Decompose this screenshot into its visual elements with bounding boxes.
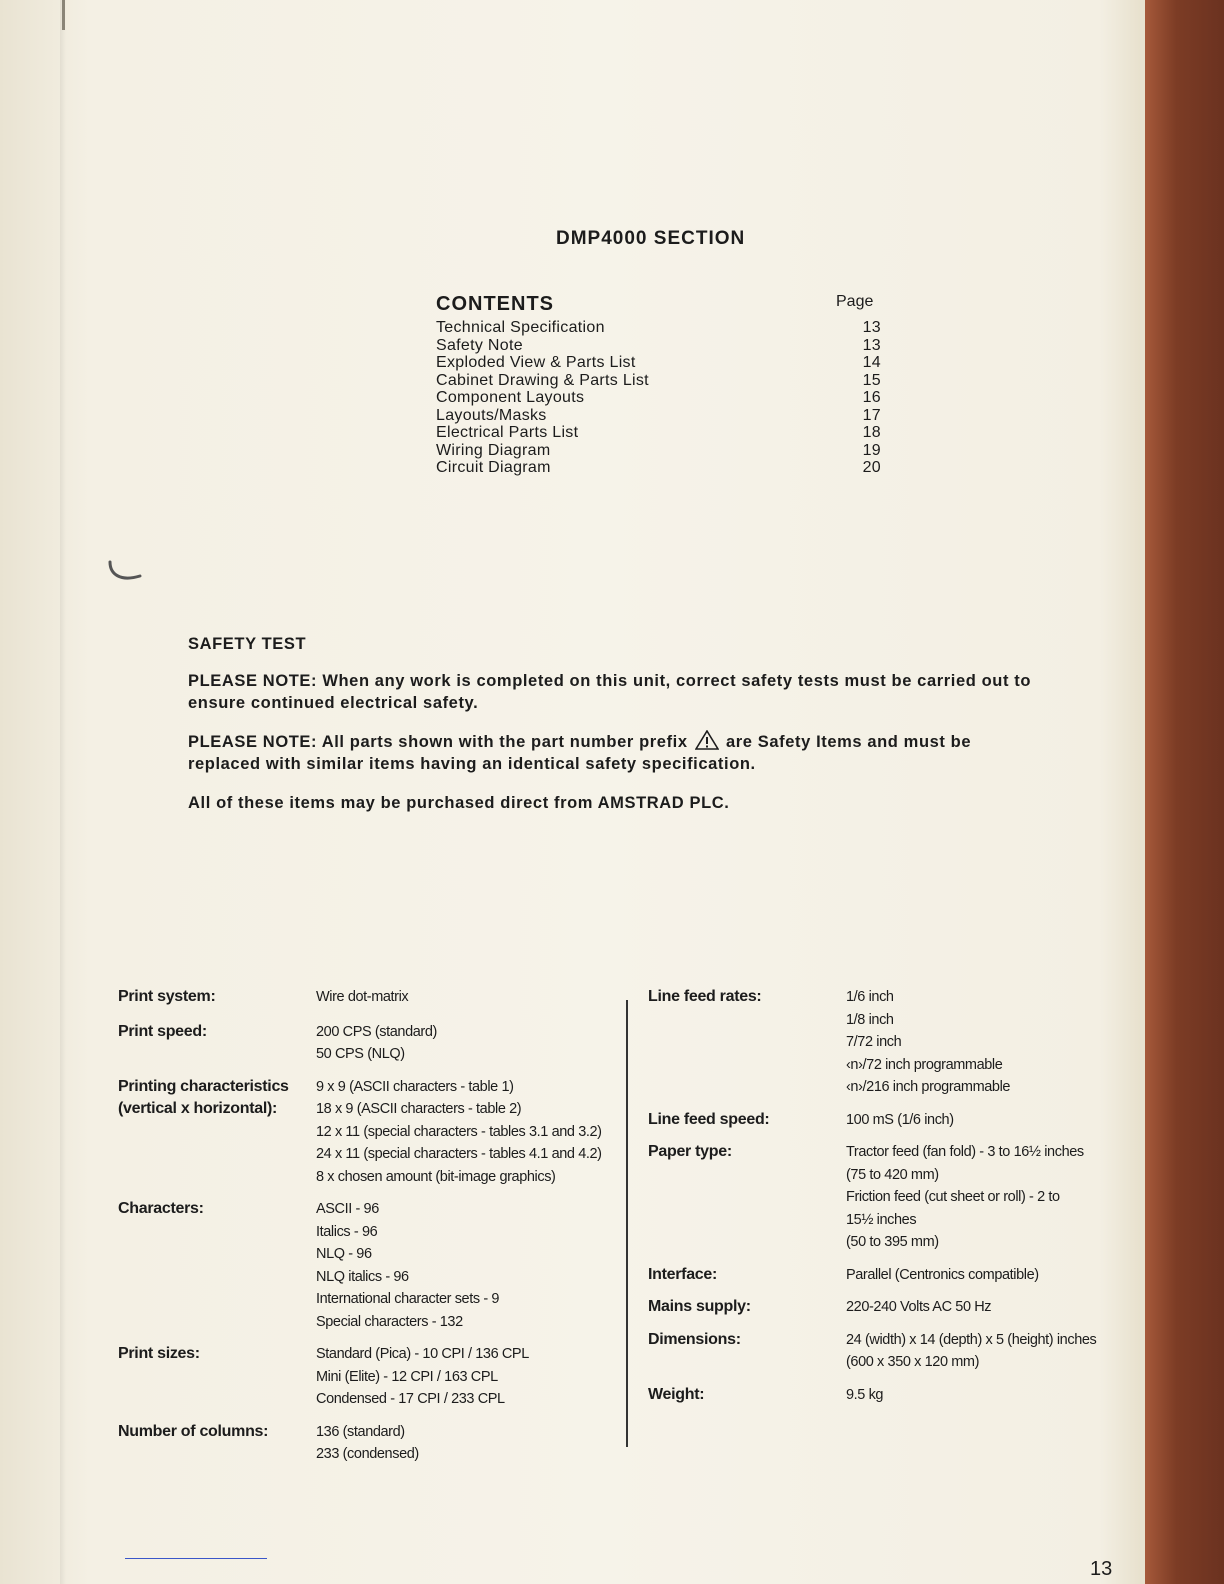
contents-item-title: Circuit Diagram: [436, 459, 551, 476]
spec-value: Special characters - 132: [316, 1313, 463, 1330]
spec-label: Interface:: [648, 1265, 718, 1283]
spec-label: Number of columns:: [118, 1422, 269, 1440]
spec-value: Tractor feed (fan fold) - 3 to 16½ inches: [846, 1144, 1084, 1160]
spec-value: 9 x 9 (ASCII characters - table 1): [316, 1078, 514, 1095]
safety-note-electrical: PLEASE NOTE: When any work is completed on this unit, correct safety tests must be carried out to ensure continued electrical safety.: [188, 672, 1032, 712]
spec-value: 50 CPS (NLQ): [316, 1046, 405, 1062]
spec-row: [118, 1076, 618, 1189]
safety-note-purchase: All of these items may be purchased direct from AMSTRAD PLC.: [188, 794, 730, 812]
spec-value: (75 to 420 mm): [846, 1166, 939, 1183]
spec-values: [846, 1296, 991, 1319]
spec-row: [648, 1384, 1118, 1407]
spec-value: Mini (Elite) - 12 CPI / 163 CPL: [316, 1368, 498, 1385]
spec-value: 233 (condensed): [316, 1446, 419, 1462]
contents-item: [436, 407, 881, 425]
spec-value: 8 x chosen amount (bit-image graphics): [316, 1168, 556, 1185]
book-binding-edge: [1145, 0, 1224, 1584]
spec-label: Dimensions:: [648, 1330, 741, 1348]
spec-values: [316, 1198, 499, 1333]
spec-value: 136 (standard): [316, 1423, 405, 1440]
spec-values: [846, 1264, 1039, 1287]
contents-item-page: 20: [862, 459, 881, 476]
spec-row: [118, 1343, 618, 1411]
spec-values: [316, 1021, 437, 1066]
contents-item-title: Safety Note: [436, 336, 523, 354]
contents-item: [436, 424, 881, 442]
spec-values: [846, 1141, 1084, 1254]
spec-label: Characters:: [118, 1200, 204, 1217]
contents-item-title: Layouts/Masks: [436, 406, 547, 424]
spec-value: 7/72 inch: [846, 1034, 902, 1050]
contents-item-title: Wiring Diagram: [436, 441, 551, 459]
spec-value: 220-240 Volts AC 50 Hz: [846, 1299, 992, 1315]
contents-item-page: 16: [862, 389, 881, 406]
safety-note-parts-start: PLEASE NOTE: All parts shown with the part number prefix: [188, 733, 688, 751]
spec-value: Friction feed (cut sheet or roll) - 2 to: [846, 1189, 1060, 1205]
spec-value: Standard (Pica) - 10 CPI / 136 CPL: [316, 1346, 529, 1362]
spec-value: 15½ inches: [846, 1211, 917, 1228]
spec-row: [118, 1198, 618, 1333]
contents-item-title: Cabinet Drawing & Parts List: [436, 371, 649, 389]
contents-page-heading: Page: [836, 293, 874, 310]
spec-value: 18 x 9 (ASCII characters - table 2): [316, 1101, 522, 1117]
specifications-right-column: [648, 986, 1118, 1406]
spec-row: [648, 1264, 1118, 1287]
spec-label: Print sizes:: [118, 1345, 200, 1362]
spec-label: Paper type:: [648, 1143, 732, 1160]
spec-row: [118, 1021, 618, 1066]
spec-value: ‹n›/72 inch programmable: [846, 1056, 1003, 1073]
spec-value: 24 (width) x 14 (depth) x 5 (height) inches: [846, 1331, 1097, 1348]
spec-value: 12 x 11 (special characters - tables 3.1 and 3.2): [316, 1123, 602, 1140]
contents-item-title: Electrical Parts List: [436, 424, 579, 441]
spec-row: [648, 1296, 1118, 1319]
spec-values: [846, 1109, 954, 1132]
spec-value: Italics - 96: [316, 1223, 378, 1240]
spec-value: Wire dot-matrix: [316, 989, 409, 1005]
contents-item: [436, 459, 881, 477]
spec-label: Line feed speed:: [648, 1110, 770, 1128]
contents-item-title: Component Layouts: [436, 389, 585, 406]
specifications-left-column: [118, 986, 618, 1466]
contents-item: [436, 372, 881, 390]
spec-values: [316, 1076, 602, 1189]
contents-item-title: Technical Specification: [436, 319, 605, 336]
spec-value: (600 x 350 x 120 mm): [846, 1354, 980, 1370]
spec-value: 24 x 11 (special characters - tables 4.1 and 4.2): [316, 1146, 602, 1162]
spec-value: 1/6 inch: [846, 989, 894, 1005]
scan-mark-icon: [104, 558, 144, 588]
spec-value: NLQ - 96: [316, 1246, 372, 1262]
spec-value: International character sets - 9: [316, 1291, 500, 1307]
contents-item-page: 13: [862, 319, 881, 336]
contents-item-page: 13: [862, 336, 881, 354]
spec-values: [316, 986, 408, 1009]
spec-value: ASCII - 96: [316, 1201, 379, 1217]
spec-values: [846, 986, 1010, 1099]
spec-label: Mains supply:: [648, 1298, 751, 1315]
safety-heading: SAFETY TEST: [188, 635, 307, 653]
contents-item-title: Exploded View & Parts List: [436, 354, 636, 371]
contents-item: [436, 389, 881, 407]
spec-value: ‹n›/216 inch programmable: [846, 1079, 1011, 1095]
scan-edge-line: [125, 1558, 267, 1559]
spec-label: Print speed:: [118, 1022, 207, 1040]
spec-value: 200 CPS (standard): [316, 1023, 437, 1040]
contents-list: [436, 319, 881, 477]
spec-label: Weight:: [648, 1385, 705, 1403]
spec-value: Condensed - 17 CPI / 233 CPL: [316, 1391, 505, 1407]
spec-value: Parallel (Centronics compatible): [846, 1266, 1039, 1283]
warning-triangle-icon: [695, 730, 719, 750]
corner-mark: [62, 0, 65, 30]
contents-item: [436, 442, 881, 460]
spec-values: [316, 1421, 419, 1466]
spec-label: Line feed rates:: [648, 988, 762, 1005]
contents-item: [436, 319, 881, 337]
contents-item-page: 19: [862, 441, 881, 459]
contents-item-page: 15: [862, 371, 881, 389]
spec-values: [846, 1384, 883, 1407]
spec-row: [118, 986, 618, 1009]
page-fold-shadow: [60, 0, 66, 1584]
spec-values: [316, 1343, 529, 1411]
spec-label: Print system:: [118, 988, 216, 1005]
spec-value: 9.5 kg: [846, 1386, 884, 1403]
specifications-divider: [626, 1000, 628, 1447]
contents-item: [436, 337, 881, 355]
spec-label: Printing characteristics (vertical x horizontal):: [118, 1077, 289, 1117]
contents-heading: CONTENTS: [436, 293, 554, 315]
spec-values: [846, 1329, 1096, 1374]
safety-note-parts-end: are Safety Items and must be replaced with similar items having an identical safety specification.: [188, 733, 972, 773]
spec-value: (50 to 395 mm): [846, 1234, 939, 1250]
spec-row: [648, 1109, 1118, 1132]
page-number: 13: [1090, 1558, 1113, 1580]
spec-value: 100 mS (1/6 inch): [846, 1111, 954, 1128]
spec-row: [648, 1141, 1118, 1254]
contents-item-page: 18: [862, 424, 881, 441]
spec-row: [648, 986, 1118, 1099]
section-title: DMP4000 SECTION: [556, 228, 746, 249]
safety-note-parts: [188, 730, 1048, 775]
spec-row: [648, 1329, 1118, 1374]
contents-item-page: 17: [862, 406, 881, 424]
contents-item-page: 14: [862, 354, 881, 371]
spec-value: NLQ italics - 96: [316, 1268, 409, 1285]
contents-item: [436, 354, 881, 372]
spec-row: [118, 1421, 618, 1466]
spec-value: 1/8 inch: [846, 1011, 894, 1028]
